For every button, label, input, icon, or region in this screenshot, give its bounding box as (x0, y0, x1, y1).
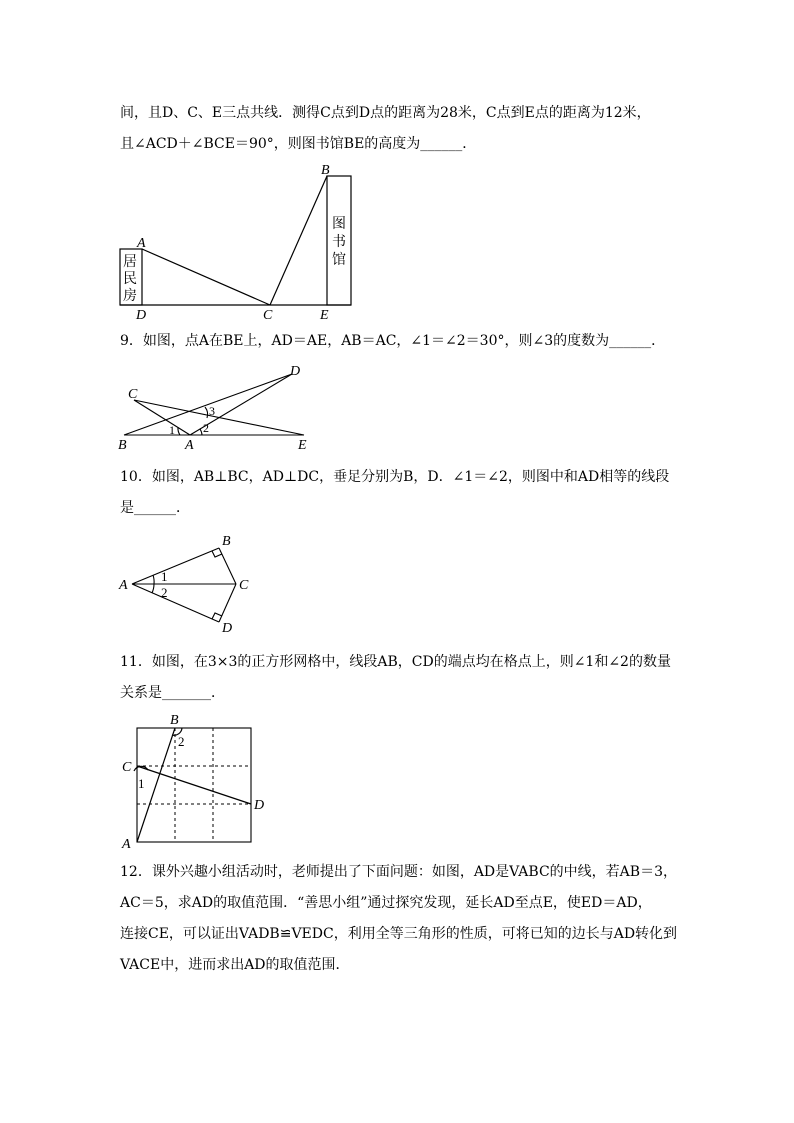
label-a: A (119, 578, 128, 593)
label-c: C (122, 760, 132, 775)
angle-2-arc (200, 429, 202, 435)
label-a: A (185, 438, 194, 450)
angle-2-arc (152, 584, 154, 593)
problem-8-line-1: 间，且D、C、E三点共线．测得C点到D点的距离为28米，C点到E点的距离为12米， (120, 105, 651, 121)
label-c: C (263, 308, 273, 320)
segment-ab (132, 548, 219, 584)
label-b: B (222, 534, 231, 549)
angle-3-arc (205, 407, 208, 418)
figure-8 (110, 160, 370, 320)
label-d: D (222, 621, 233, 636)
problem-12-line-3: 连接CE，可以证出VADB≌VEDC，利用全等三角形的性质，可将已知的边长与AD转化到 (120, 926, 678, 942)
segment-ac (142, 249, 270, 305)
label-e: E (320, 308, 329, 320)
house-char-3: 房 (123, 289, 137, 304)
segment-bc (270, 176, 327, 305)
angle-1-label: 1 (138, 776, 145, 791)
house-char-2: 民 (123, 272, 137, 287)
angle-2-label: 2 (203, 421, 209, 435)
problem-8-line-2: 且∠ACD＋∠BCE＝90°，则图书馆BE的高度为______． (120, 136, 477, 152)
problem-12-line-1: 12．课外兴趣小组活动时，老师提出了下面问题：如图，AD是VABC的中线，若AB＝3， (120, 864, 677, 880)
segment-ad (132, 584, 219, 622)
label-b: B (118, 438, 127, 450)
figure-10 (112, 530, 262, 640)
label-b: B (321, 163, 330, 178)
angle-3-label: 3 (209, 404, 215, 418)
angle-1-arc (153, 575, 154, 584)
label-d: D (136, 308, 147, 320)
label-a: A (137, 236, 146, 251)
figure-11 (112, 710, 282, 850)
label-a: A (122, 837, 131, 850)
problem-12-line-4: VACE中，进而求出AD的取值范围． (120, 957, 350, 973)
label-b: B (170, 713, 179, 728)
angle-1-label: 1 (169, 423, 175, 437)
segment-bc (219, 548, 236, 584)
label-d: D (290, 364, 301, 379)
problem-11-line-2: 关系是_______． (120, 685, 225, 701)
figure-9 (112, 360, 322, 450)
library-char-2: 书 (332, 235, 346, 250)
library-char-3: 馆 (332, 253, 346, 268)
label-c: C (239, 578, 249, 593)
segment-ce (134, 400, 304, 435)
problem-9-line-1: 9．如图，点A在BE上，AD＝AE，AB＝AC，∠1＝∠2＝30°，则∠3的度数为______． (120, 333, 666, 349)
label-d: D (254, 798, 265, 813)
house-char-1: 居 (123, 255, 137, 270)
angle-2-label: 2 (161, 585, 168, 600)
angle-2-label: 2 (178, 734, 185, 749)
label-c: C (128, 387, 138, 402)
label-e: E (298, 438, 307, 450)
problem-10-line-1: 10．如图，AB⊥BC，AD⊥DC，垂足分别为B，D．∠1＝∠2，则图中和AD相等的线段 (120, 469, 670, 485)
problem-10-line-2: 是______． (120, 500, 190, 516)
problem-12-line-2: AC＝5，求AD的取值范围．“善思小组”通过探究发现，延长AD至点E，使ED＝AD， (120, 895, 652, 911)
library-char-1: 图 (332, 217, 346, 232)
problem-11-line-1: 11．如图，在3×3的正方形网格中，线段AB，CD的端点均在格点上，则∠1和∠2的数量 (120, 654, 671, 670)
segment-cd (137, 766, 251, 804)
angle-1-label: 1 (161, 569, 168, 584)
